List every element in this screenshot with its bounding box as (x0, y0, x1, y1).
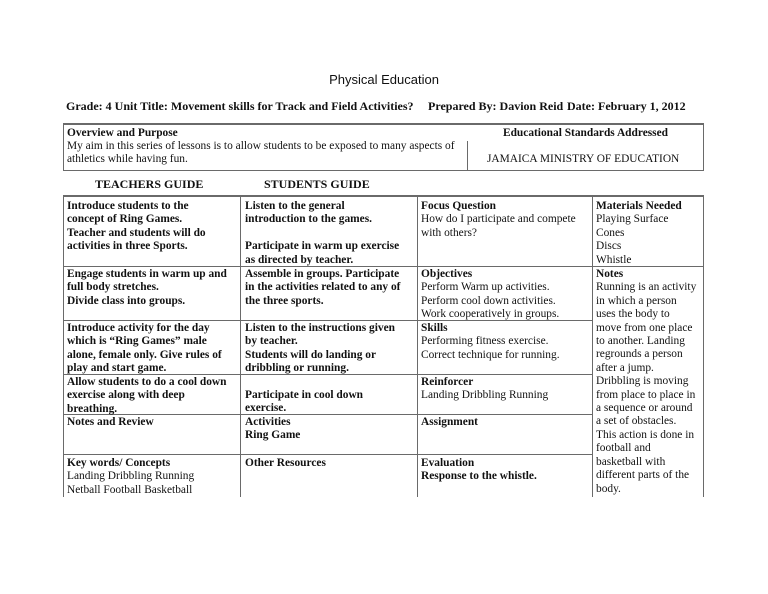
focus-question-heading: Focus Question (421, 200, 496, 212)
reinforcer-cell: Reinforcer Landing Dribbling Running (421, 376, 549, 402)
objectives-cell: Objectives Perform Warm up activities. Perform cool down activities. Work cooperatively in groups. (421, 268, 560, 321)
teacher-row4: Allow students to do a cool down exercise along with deep breathing. (67, 376, 227, 415)
overview-text-line1: My aim in this series of lessons is to allow students to be exposed to many aspects of (67, 140, 455, 152)
overview-text-line2: athletics while having fun. (67, 153, 188, 165)
row-divider-5 (63, 454, 593, 455)
teachers-guide-label: TEACHERS GUIDE (95, 177, 204, 191)
materials-cell: Materials Needed Playing Surface Cones Discs Whistle (596, 200, 682, 266)
teacher-row1: Introduce students to the concept of Ring Games. Teacher and students will do activities in three Sports. (67, 200, 206, 253)
standards-heading: Educational Standards Addressed (503, 127, 669, 139)
teacher-row5: Notes and Review (67, 416, 154, 428)
table-top-border (63, 195, 704, 197)
grade-unit-title: Grade: 4 Unit Title: Movement skills for Track and Field Activities? (66, 99, 414, 113)
overview-right-border (703, 123, 704, 170)
keywords-heading: Key words/ Concepts (67, 457, 171, 469)
prepared-by: Prepared By: Davion Reid (428, 99, 564, 113)
other-resources-cell: Other Resources (245, 457, 326, 469)
student-row4: Participate in cool down exercise. (245, 389, 364, 415)
skills-cell: Skills Performing fitness exercise. Correct technique for running. (421, 322, 560, 361)
reinforcer-heading: Reinforcer (421, 376, 474, 388)
notes-heading: Notes (596, 268, 624, 280)
materials-heading: Materials Needed (596, 200, 682, 212)
student-row1: Listen to the general introduction to the games. Participate in warm up exercise as directed by teacher. (245, 200, 400, 266)
students-guide-label: STUDENTS GUIDE (264, 177, 370, 191)
standards-body: JAMAICA MINISTRY OF EDUCATION (487, 153, 680, 165)
activities-cell: Activities Ring Game (245, 416, 301, 442)
teacher-row3: Introduce activity for the day which is “Ring Games” male alone, female only. Give rules of play and start game. (67, 322, 222, 375)
table-right-border (703, 195, 704, 497)
evaluation-cell: Evaluation Response to the whistle. (421, 457, 537, 483)
overview-divider (467, 141, 468, 170)
student-row2: Assemble in groups. Participate in the activities related to any of the three sports. (245, 268, 401, 307)
student-row3: Listen to the instructions given by teacher. Students will do landing or dribbling or running. (245, 322, 395, 375)
overview-heading: Overview and Purpose (67, 127, 178, 139)
evaluation-heading: Evaluation (421, 457, 475, 469)
focus-question-cell: Focus Question How do I participate and compete with others? (421, 200, 576, 239)
assignment-heading: Assignment (421, 416, 478, 428)
keywords-cell: Key words/ Concepts Landing Dribbling Running Netball Football Basketball (67, 457, 195, 496)
overview-bottom-border (63, 170, 704, 171)
teacher-row2: Engage students in warm up and full body stretches. Divide class into groups. (67, 268, 227, 307)
overview-left-border (63, 123, 64, 170)
notes-cell: Notes Running is an activity in which a person uses the body to move from one place to another. Landing regrounds a person after a jump. Dribbling is moving from place to place in a sequence or around a set of obstacles. This action is done in football and basketball with different parts of the body. (596, 268, 697, 495)
overview-top-border (63, 123, 704, 125)
objectives-heading: Objectives (421, 268, 473, 280)
table-col-divider-2 (417, 195, 418, 497)
lesson-date: Date: February 1, 2012 (567, 99, 686, 113)
table-left-border (63, 195, 64, 497)
table-col-divider-3 (592, 195, 593, 497)
skills-heading: Skills (421, 322, 448, 334)
page-title: Physical Education (329, 72, 439, 87)
table-col-divider-1 (240, 195, 241, 497)
